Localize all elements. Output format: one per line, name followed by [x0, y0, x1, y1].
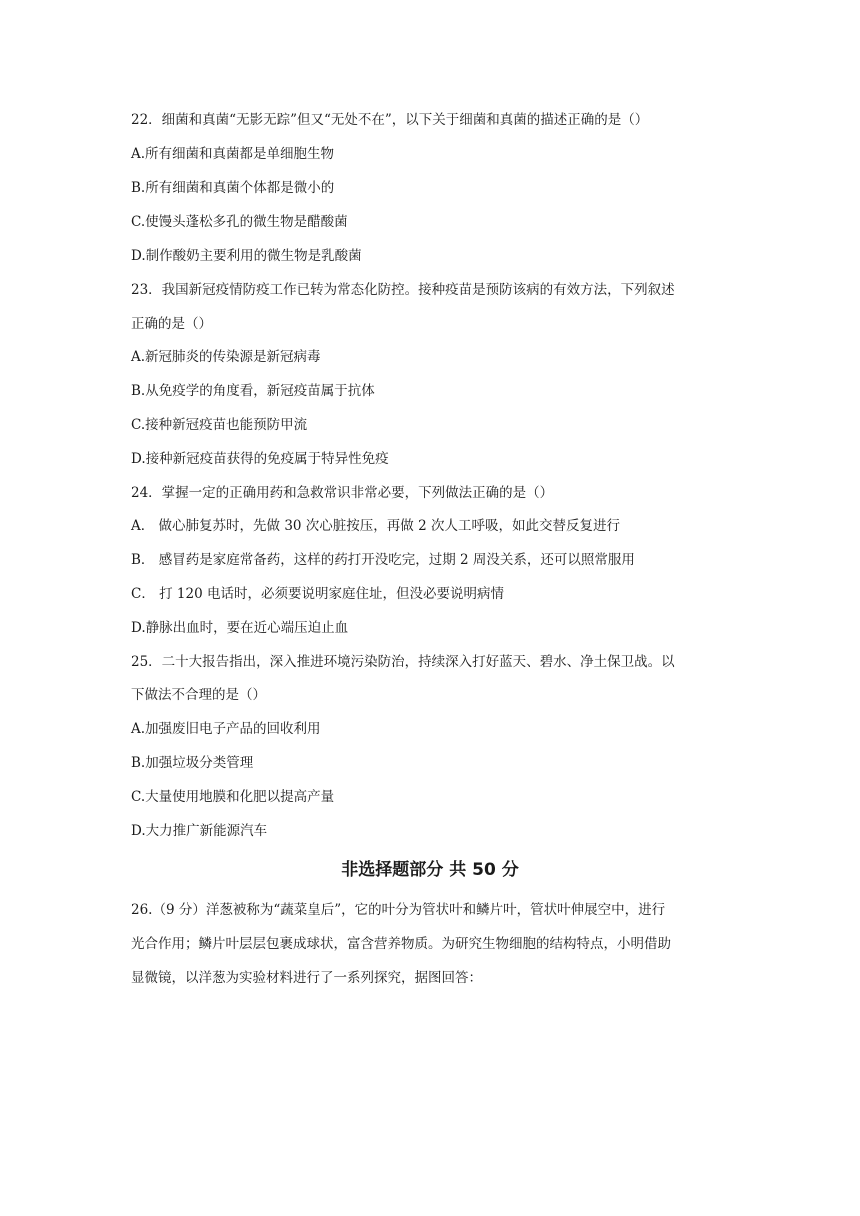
question-22-stem: 22．细菌和真菌“无影无踪”但又“无处不在”，以下关于细菌和真菌的描述正确的是（） — [131, 112, 649, 128]
question-23-stem-line-1: 23．我国新冠疫情防疫工作已转为常态化防控。接种疫苗是预防该病的有效方法，下列叙述 — [131, 282, 675, 298]
question-23-option-d: D.接种新冠疫苗获得的免疫属于特异性免疫 — [131, 451, 389, 467]
question-25-option-c: C.大量使用地膜和化肥以提高产量 — [131, 789, 335, 805]
question-25-option-a: A.加强废旧电子产品的回收利用 — [131, 721, 321, 737]
question-24-option-a: A． 做心肺复苏时，先做 30 次心脏按压，再做 2 次人工呼吸，如此交替反复进行 — [131, 518, 620, 534]
question-25-option-d: D.大力推广新能源汽车 — [131, 823, 268, 839]
question-26-line-3: 显微镜，以洋葱为实验材料进行了一系列探究，据图回答： — [131, 970, 482, 986]
section-title: 非选择题部分 共 50 分 — [341, 860, 519, 880]
question-23-option-c: C.接种新冠疫苗也能预防甲流 — [131, 417, 308, 433]
question-26-line-2: 光合作用；鳞片叶层层包裹成球状，富含营养物质。为研究生物细胞的结构特点，小明借助 — [131, 936, 671, 952]
question-24-stem: 24．掌握一定的正确用药和急救常识非常必要，下列做法正确的是（） — [131, 485, 554, 501]
question-24-option-b: B． 感冒药是家庭常备药，这样的药打开没吃完，过期 2 周没关系，还可以照常服用 — [131, 552, 635, 568]
question-25-stem-line-1: 25．二十大报告指出，深入推进环境污染防治，持续深入打好蓝天、碧水、净土保卫战。以 — [131, 654, 675, 670]
question-26-line-1: 26.（9 分）洋葱被称为“蔬菜皇后”，它的叶分为管状叶和鳞片叶，管状叶伸展空中，进行 — [131, 902, 666, 918]
question-24-option-c: C． 打 120 电话时，必须要说明家庭住址，但没必要说明病情 — [131, 586, 504, 602]
question-23-stem-line-2: 正确的是（） — [131, 316, 212, 332]
question-22-option-a: A.所有细菌和真菌都是单细胞生物 — [131, 146, 335, 162]
question-25-option-b: B.加强垃圾分类管理 — [131, 755, 254, 771]
question-22-option-d: D.制作酸奶主要利用的微生物是乳酸菌 — [131, 248, 362, 264]
question-25-stem-line-2: 下做法不合理的是（） — [131, 687, 266, 703]
question-22-option-c: C.使馒头蓬松多孔的微生物是醋酸菌 — [131, 214, 348, 230]
question-23-option-b: B.从免疫学的角度看，新冠疫苗属于抗体 — [131, 383, 375, 399]
question-23-option-a: A.新冠肺炎的传染源是新冠病毒 — [131, 349, 321, 365]
question-24-option-d: D.静脉出血时，要在近心端压迫止血 — [131, 620, 349, 636]
question-22-option-b: B.所有细菌和真菌个体都是微小的 — [131, 180, 335, 196]
